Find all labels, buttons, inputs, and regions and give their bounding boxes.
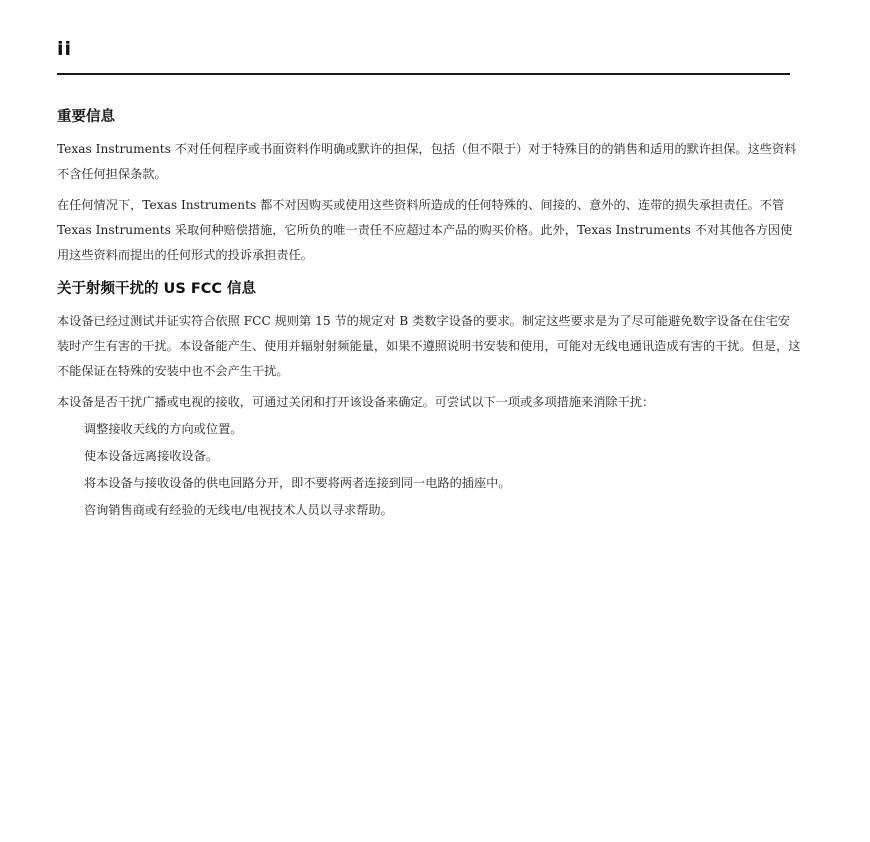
- page-content: [57, 107, 802, 523]
- fcc-info-section: [57, 279, 802, 523]
- interference-measures-list: [57, 417, 802, 523]
- liability-paragraph: 在任何情况下，Texas Instruments 都不对因购买或使用这些资料所造成的任何特殊的、间接的、意外的、连带的损失承担责任。不管 Texas Instruments 采取何种赔偿措施，它所负的唯一责任不应超过本产品的购买价格。此外，Texas Instruments 不对其他各方因使用这些资料而提出的任何形式的投诉承担责任。: [57, 198, 793, 262]
- fcc-compliance-paragraph: 本设备已经过测试并证实符合依照 FCC 规则第 15 节的规定对 B 类数字设备的要求。制定这些要求是为了尽可能避免数字设备在住宅安装时产生有害的干扰。本设备能产生、使用并辐射射频能量，如果不遵照说明书安装和使用，可能对无线电通讯造成有害的干扰。但是，这不能保证在特殊的安装中也不会产生干扰。: [57, 314, 801, 378]
- list-item: 咨询销售商或有经验的无线电/电视技术人员以寻求帮助。: [84, 503, 393, 517]
- section-heading-important-info: 重要信息: [57, 109, 115, 125]
- important-info-section: [57, 107, 802, 268]
- list-item: 调整接收天线的方向或位置。: [84, 422, 243, 436]
- list-item: 将本设备与接收设备的供电回路分开，即不要将两者连接到同一电路的插座中。: [84, 476, 511, 490]
- header-rule: [57, 73, 790, 75]
- fcc-interference-paragraph: 本设备是否干扰广播或电视的接收，可通过关闭和打开该设备来确定。可尝试以下一项或多项措施来消除干扰：: [57, 395, 655, 409]
- page-number: ii: [57, 38, 73, 60]
- disclaimer-paragraph: Texas Instruments 不对任何程序或书面资料作明确或默许的担保，包括（但不限于）对于特殊目的的销售和适用的默许担保。这些资料不含任何担保条款。: [57, 142, 797, 181]
- list-item: 使本设备远离接收设备。: [84, 449, 219, 463]
- section-heading-fcc: 关于射频干扰的 US FCC 信息: [57, 281, 257, 297]
